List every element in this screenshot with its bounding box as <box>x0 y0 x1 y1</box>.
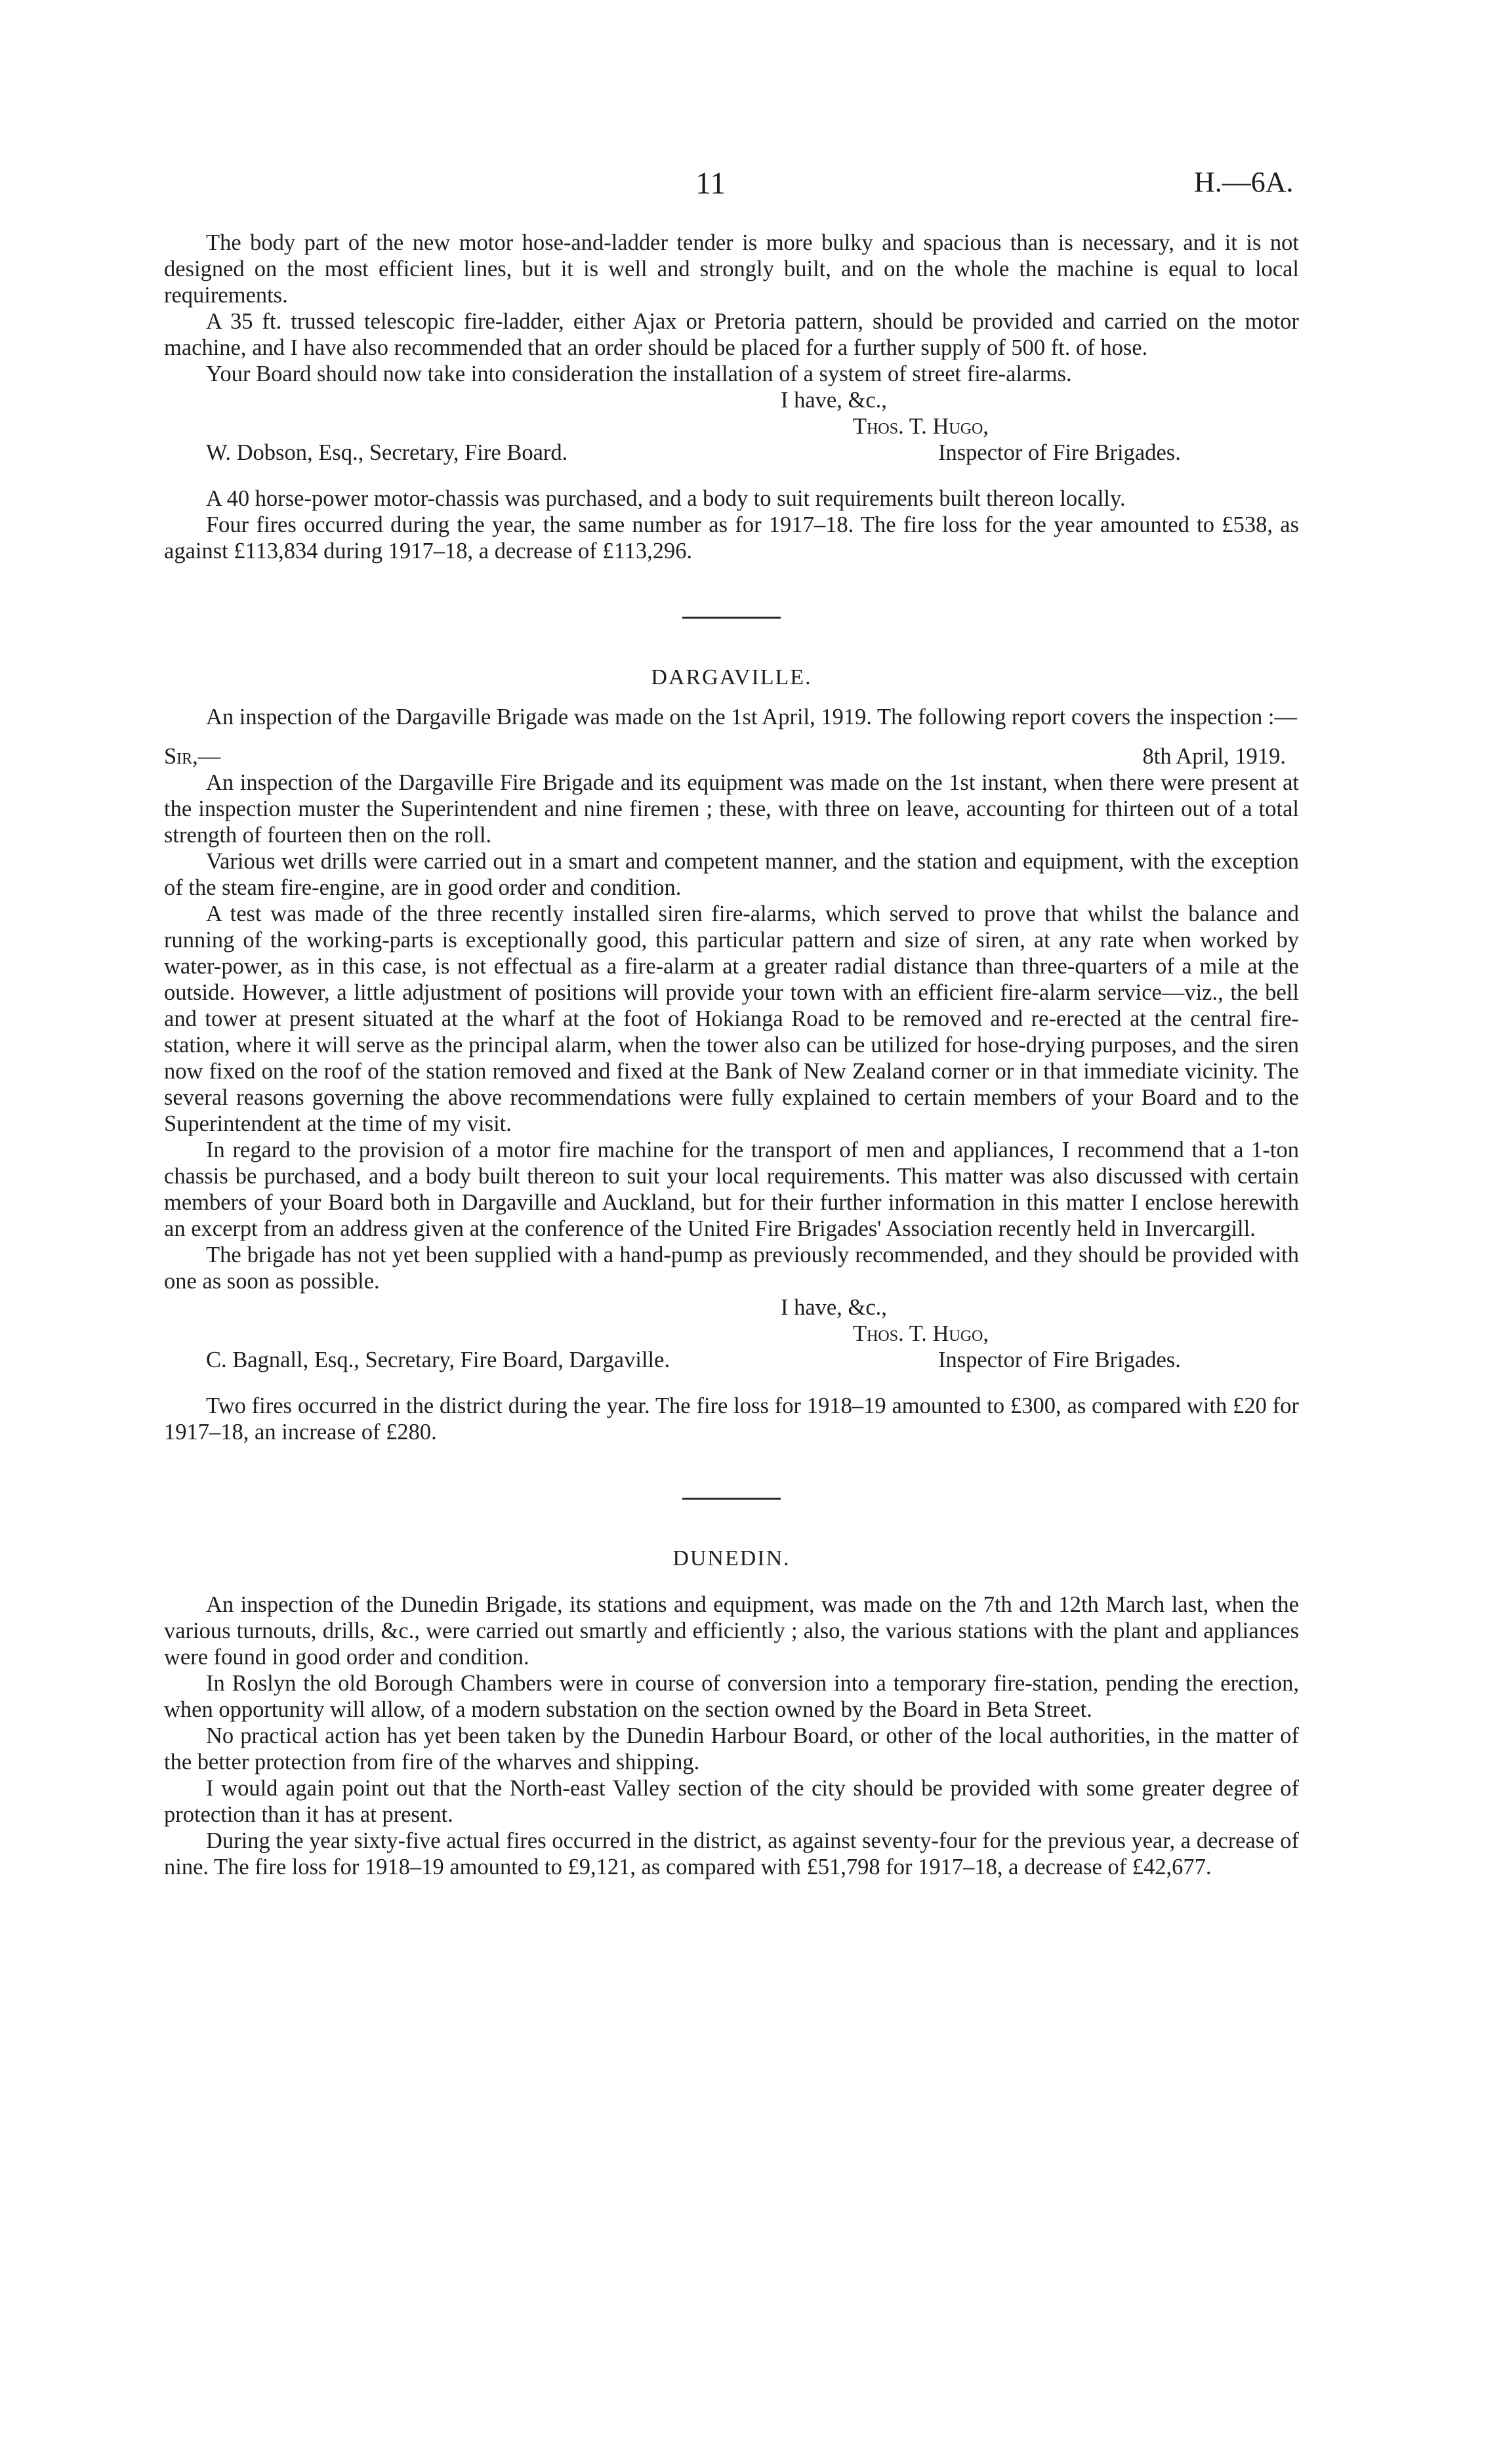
page-body <box>164 230 1299 1880</box>
page-number: 11 <box>695 166 726 201</box>
letter-date: 8th April, 1919. <box>1142 744 1286 769</box>
signature-name: Thos. T. Hugo, <box>853 414 989 439</box>
paragraph: Two fires occurred in the district during the year. The fire loss for 1918–19 amounted to £300, as compared with £20 for 1917–18, an increase of £280. <box>164 1393 1299 1445</box>
salutation: Sir,— <box>164 744 221 769</box>
document-reference: H.—6A. <box>1194 166 1294 198</box>
intro-section <box>164 230 1299 564</box>
signature-addressee: C. Bagnall, Esq., Secretary, Fire Board, Dargaville. <box>206 1347 670 1372</box>
signature-title: Inspector of Fire Brigades. <box>938 440 1181 465</box>
paragraph: An inspection of the Dargaville Brigade was made on the 1st April, 1919. The following report covers the inspection :— <box>206 705 1297 729</box>
section-title-dunedin: DUNEDIN. <box>672 1546 791 1571</box>
paragraph: During the year sixty-five actual fires occurred in the district, as against seventy-four for the previous year, a decrease of nine. The fire loss for 1918–19 amounted to £9,121, as compared with £51,798 for 1917–18, a decrease of £42,677. <box>164 1828 1299 1879</box>
dunedin-section <box>164 1546 1299 1880</box>
paragraph: I would again point out that the North-east Valley section of the city should be provided with some greater degree of protection than it has at present. <box>164 1776 1299 1827</box>
signature-closing: I have, &c., <box>781 1295 887 1320</box>
paragraph: No practical action has yet been taken by the Dunedin Harbour Board, or other of the local authorities, in the matter of the better protection from fire of the wharves and shipping. <box>164 1723 1299 1775</box>
signature-block <box>164 1294 1299 1373</box>
paragraph: A 40 horse-power motor-chassis was purchased, and a body to suit requirements built thereon locally. <box>206 486 1126 511</box>
salutation-row <box>164 743 1299 770</box>
paragraph: An inspection of the Dargaville Fire Brigade and its equipment was made on the 1st instant, when there were present at the inspection muster the Superintendent and nine firemen ; these, with three on leave, accounting for thirteen out of a total strength of fourteen then on the roll. <box>164 770 1299 848</box>
signature-block <box>164 387 1299 466</box>
signature-name: Thos. T. Hugo, <box>853 1321 989 1346</box>
paragraph: In Roslyn the old Borough Chambers were in course of conversion into a temporary fire-station, pending the erection, when opportunity will allow, of a modern substation on the section owned by the Board in Beta Street. <box>164 1671 1299 1722</box>
paragraph: An inspection of the Dunedin Brigade, its stations and equipment, was made on the 7th and 12th March last, when the various turnouts, drills, &c., were carried out smartly and efficiently ; also, the various stations with the plant and appliances were found in good order and condition. <box>164 1592 1299 1670</box>
paragraph: A 35 ft. trussed telescopic fire-ladder, either Ajax or Pretoria pattern, should be provided and carried on the motor machine, and I have also recommended that an order should be placed for a further supply of 500 ft. of hose. <box>164 309 1299 360</box>
signature-closing: I have, &c., <box>781 388 887 413</box>
signature-addressee: W. Dobson, Esq., Secretary, Fire Board. <box>206 440 568 465</box>
paragraph: A test was made of the three recently installed siren fire-alarms, which served to prove that whilst the balance and running of the working-parts is exceptionally good, this particular pattern and size of siren, at any rate when worked by water-power, as in this case, is not effectual as a fire-alarm at a greater radial distance than three-quarters of a mile at the outside. However, a little adjustment of positions will provide your town with an efficient fire-alarm service—viz., the bell and tower at present situated at the wharf at the foot of Hokianga Road to be removed and re-erected at the central fire-station, where it will serve as the principal alarm, when the tower also can be utilized for hose-drying purposes, and the siren now fixed on the roof of the station removed and fixed at the Bank of New Zealand corner or in that immediate vicinity. The several reasons governing the above recommendations were fully explained to certain members of your Board and to the Superintendent at the time of my visit. <box>164 901 1299 1136</box>
paragraph: The brigade has not yet been supplied with a hand-pump as previously recommended, and they should be provided with one as soon as possible. <box>164 1242 1299 1294</box>
dargaville-section <box>164 665 1299 1445</box>
paragraph: Four fires occurred during the year, the same number as for 1917–18. The fire loss for the year amounted to £538, as against £113,834 during 1917–18, a decrease of £113,296. <box>164 512 1299 564</box>
paragraph: Various wet drills were carried out in a smart and competent manner, and the station and equipment, with the exception of the steam fire-engine, are in good order and condition. <box>164 849 1299 900</box>
page-header <box>0 165 1503 205</box>
paragraph: Your Board should now take into consideration the installation of a system of street fire-alarms. <box>206 361 1072 386</box>
signature-title: Inspector of Fire Brigades. <box>938 1347 1181 1372</box>
section-title-dargaville: DARGAVILLE. <box>651 665 812 689</box>
paragraph: In regard to the provision of a motor fire machine for the transport of men and appliances, I recommend that a 1-ton chassis be purchased, and a body built thereon to suit your local requirements. This matter was also discussed with certain members of your Board both in Dargaville and Auckland, but for their further information in this matter I enclose herewith an excerpt from an address given at the conference of the United Fire Brigades' Association recently held in Invercargill. <box>164 1138 1299 1241</box>
paragraph: The body part of the new motor hose-and-ladder tender is more bulky and spacious than is necessary, and it is not designed on the most efficient lines, but it is well and strongly built, and on the whole the machine is equal to local requirements. <box>164 230 1299 308</box>
